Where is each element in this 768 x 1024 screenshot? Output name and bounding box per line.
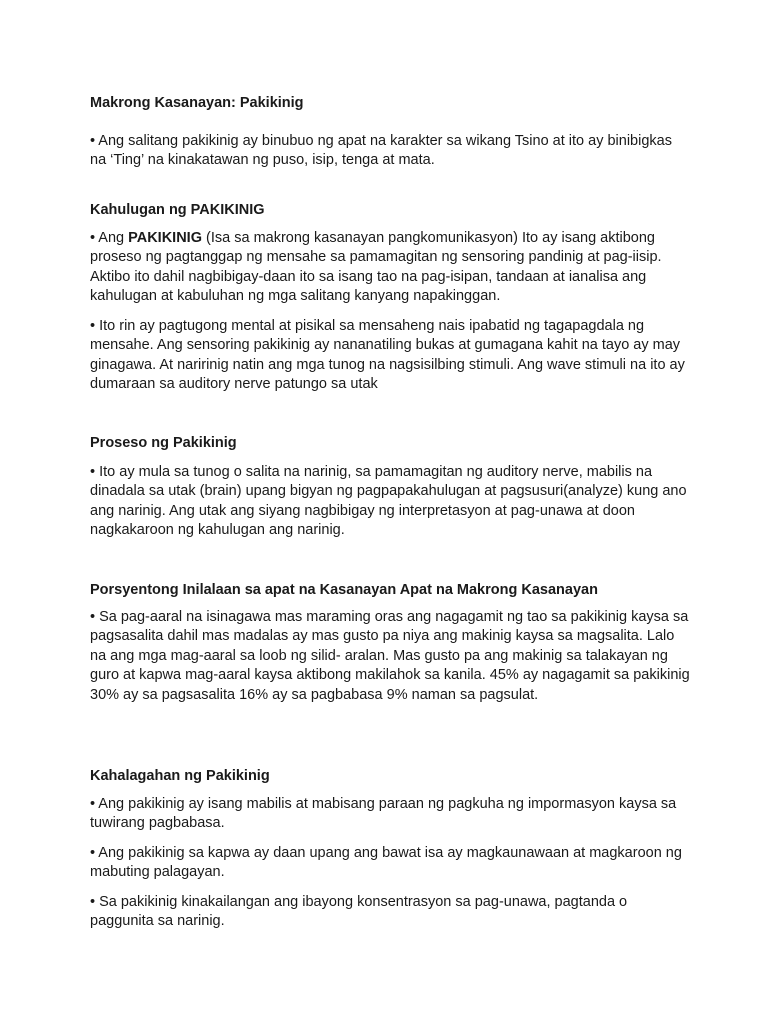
section-heading-kahalagahan: Kahalagahan ng Pakikinig [90,768,270,784]
document-title: Makrong Kasanayan: Pakikinig [90,95,304,111]
proseso-paragraph: • Ito ay mula sa tunog o salita na narinig, sa pamamagitan ng auditory nerve, mabilis na dinadala sa utak (brain) upang bigyan ng pagpapakahulugan at pagsusuri(analyze) kung ano ang narinig. Ang utak ang siyang nagbibigay ng interpretasyon at pag-unawa at doon nagkakaroon ng kahulugan ang narinig. [90,464,687,539]
section-heading-kahulugan: Kahulugan ng PAKIKINIG [90,202,265,218]
kahulugan-paragraph-1 [90,229,690,307]
kahalagahan-paragraph-3: • Sa pakikinig kinakailangan ang ibayong konsentrasyon sa pag-unawa, pagtanda o paggunita sa narinig. [90,894,628,930]
kahalagahan-paragraph-1: • Ang pakikinig ay isang mabilis at mabisang paraan ng pagkuha ng impormasyon kaysa sa tuwirang pagbabasa. [90,796,677,832]
kahulugan-paragraph-2: • Ito rin ay pagtugong mental at pisikal sa mensaheng nais ipabatid ng tagapagdala ng mensahe. Ang sensoring pakikinig ay nananatiling bukas at gumagana kahit na tayo ay may ginagawa. At naririnig natin ang mga tunog na nagsisilbing stimuli. Ang wave stimuli na ito ay dumaraan sa auditory nerve patungo sa utak [90,318,685,393]
section-heading-porsyento: Porsyentong Inilalaan sa apat na Kasanayan Apat na Makrong Kasanayan [90,582,598,598]
section-heading-proseso: Proseso ng Pakikinig [90,435,237,451]
bullet-prefix: • Ang [90,230,129,246]
pakikinig-bold-term: PAKIKINIG [128,230,202,246]
porsyento-paragraph: • Sa pag-aaral na isinagawa mas maraming oras ang nagagamit ng tao sa pakikinig kaysa sa pagsasalita dahil mas madalas ay mas gusto pa niya ang makinig kaysa sa magsalita. Lalo na ang mga mag-aaral sa loob ng silid- aralan. Mas gusto pa ang makinig sa talakayan ng guro at kapwa mag-aaral kaysa aktibong makilahok sa kanila. 45% ay nagagamit sa pakikinig 30% ay sa pagsasalita 16% ay sa pagbabasa 9% naman sa pagsulat. [90,609,690,703]
intro-paragraph: • Ang salitang pakikinig ay binubuo ng apat na karakter sa wikang Tsino at ito ay binibigkas na ‘Ting’ na kinakatawan ng puso, isip, tenga at mata. [90,133,672,169]
kahulugan-text: (Isa sa makrong kasanayan pangkomunikasyon) Ito ay isang aktibong proseso ng pagtanggap ng mensahe sa pamamagitan ng sensoring pandinig at pag-iisip. Aktibo ito dahil nagbibigay-daan ito sa isang tao na pag-isipan, tandaan at ianalisa ang kahulugan at kabuluhan ng mga salitang kanyang napakinggan. [90,230,662,305]
kahalagahan-paragraph-2: • Ang pakikinig sa kapwa ay daan upang ang bawat isa ay magkaunawaan at magkaroon ng mabuting palagayan. [90,845,682,881]
